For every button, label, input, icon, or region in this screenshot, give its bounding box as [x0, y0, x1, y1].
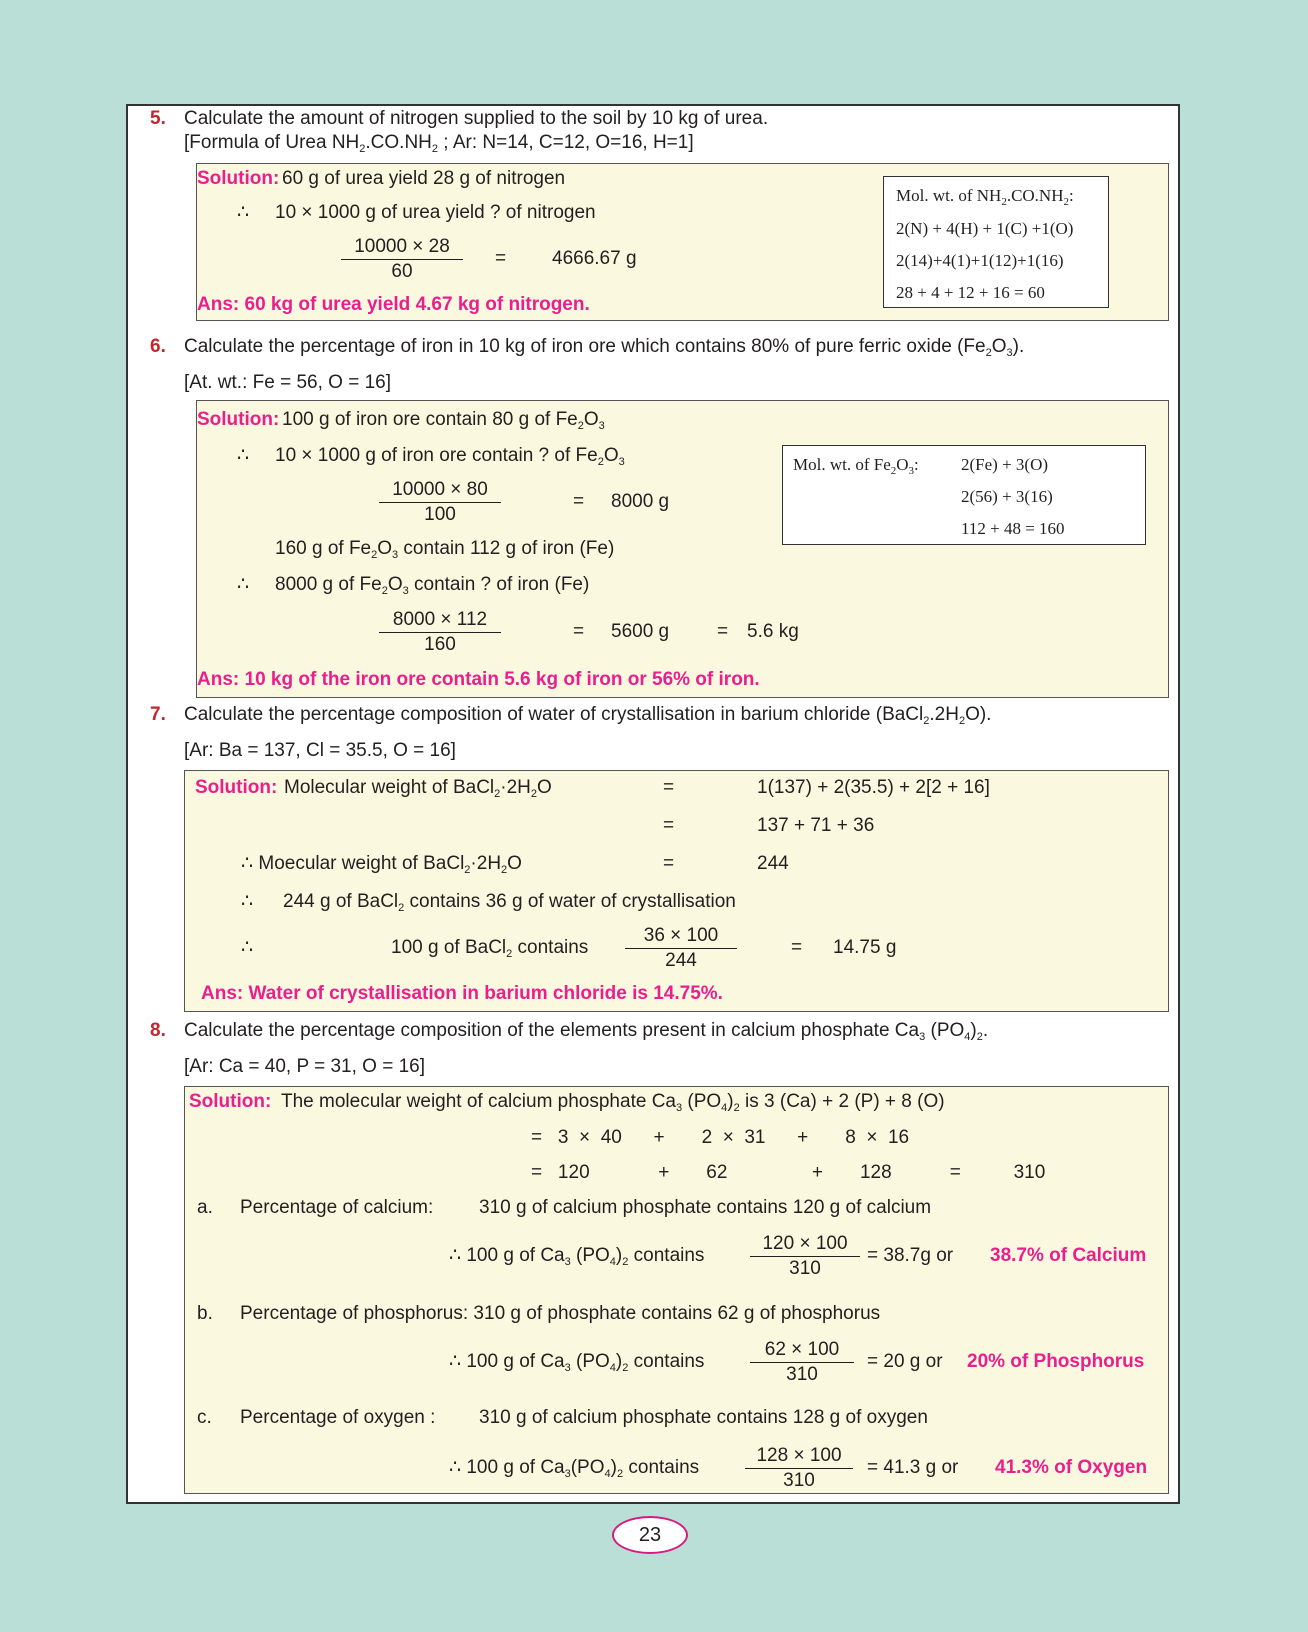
- q5-sol-line1: 60 g of urea yield 28 g of nitrogen: [282, 168, 566, 189]
- q8-a-line: ∴ 100 g of $Ca_3$ $(PO_4)_2$ contains: [449, 1245, 705, 1268]
- q7-text: Calculate the percentage composition of water of crystallisation in barium chloride $(BaCl_2.2H_2O)$.: [184, 704, 992, 727]
- q8-ar: [Ar: Ca = 40, P = 31, O = 16]: [184, 1056, 425, 1077]
- q8-solution-box: [184, 1086, 1169, 1494]
- q8-b-text: Percentage of phosphorus: 310 g of phosphate contains 62 g of phosphorus: [240, 1303, 881, 1324]
- q6-molwt-box: [782, 445, 1146, 545]
- q7-row3: 244: [757, 853, 789, 874]
- q8-b-line: ∴ 100 g of $Ca_3$ $(PO_4)_2$ contains: [449, 1351, 705, 1374]
- solution-label: Solution:: [197, 409, 280, 430]
- q8-a-label: a.: [197, 1197, 213, 1218]
- equals: =: [495, 248, 507, 269]
- q8-c-label: c.: [197, 1407, 212, 1428]
- q8-mw-line: The molecular weight of calcium phosphate $Ca_3$ $(PO_4)_2$ is 3 (Ca) + 2 (P) + 8 (O): [281, 1091, 945, 1114]
- q8-a-text: Percentage of calcium:: [240, 1197, 434, 1218]
- q6-result-2: 5600 g: [611, 621, 670, 642]
- q6-result-3: 5.6 kg: [747, 621, 799, 642]
- q6-text: Calculate the percentage of iron in 10 kg of iron ore which contains 80% of pure ferric oxide $(Fe_2O_3)$.: [184, 336, 1025, 359]
- q6-result-1: 8000 g: [611, 491, 670, 512]
- q7-result: 14.75 g: [833, 937, 897, 958]
- q6-sol-line3: 160 g of $Fe_2O_3$ contain 112 g of iron (Fe): [275, 538, 615, 561]
- q5-text: Calculate the amount of nitrogen supplied to the soil by 10 kg of urea.: [184, 108, 769, 129]
- q5-answer: Ans: 60 kg of urea yield 4.67 kg of nitrogen.: [197, 294, 590, 315]
- q5-mw-row2: 2(N) + 4(H) + 1(C) +1(O): [896, 219, 1074, 238]
- q7-line5: 100 g of BaCl$_2$ contains: [391, 937, 589, 960]
- q5-fraction: $\frac{10000 \times 28}{60}$: [341, 236, 463, 283]
- q8-c-highlight: 41.3% of Oxygen: [995, 1457, 1148, 1478]
- q8-c-result: = 41.3 g or: [867, 1457, 959, 1478]
- page-number: 23: [612, 1516, 688, 1554]
- q6-mw-title: Mol. wt. of $Fe_2O_3$:: [793, 455, 919, 477]
- solution-label: Solution:: [189, 1091, 272, 1112]
- equals: =: [791, 937, 803, 958]
- therefore-symbol: ∴: [237, 202, 250, 223]
- q8-c-line: ∴ 100 g of $Ca_3(PO_4)_2$ contains: [449, 1457, 700, 1480]
- therefore-symbol: ∴: [237, 574, 250, 595]
- q6-fraction-2: $\frac{8000 \times 112}{160}$: [379, 609, 501, 656]
- question-number-7: 7.: [150, 704, 166, 725]
- question-number-5: 5.: [150, 108, 166, 129]
- equals: =: [663, 853, 675, 874]
- q5-molwt-box: [883, 176, 1109, 308]
- q6-sol-line2: 10 × 1000 g of iron ore contain ? of $Fe_2O_3$: [275, 445, 625, 468]
- q8-a-rest: 310 g of calcium phosphate contains 120 g of calcium: [479, 1197, 932, 1218]
- q8-row2: = 120 + 62 + 128 = 310: [531, 1162, 1046, 1183]
- q8-text: Calculate the percentage composition of the elements present in calcium phosphate $Ca_3$ $(PO_4)_2$.: [184, 1020, 989, 1043]
- q6-sol-line1: 100 g of iron ore contain 80 g of $Fe_2O_3$: [282, 409, 605, 432]
- equals: =: [717, 621, 729, 642]
- equals: =: [573, 621, 585, 642]
- q6-atwt: [At. wt.: Fe = 56, O = 16]: [184, 372, 391, 393]
- therefore-symbol: ∴: [241, 937, 254, 958]
- q6-mw-row1: 2(Fe) + 3(O): [961, 455, 1049, 474]
- q7-mw-label: Molecular weight of $BaCl_2\cdot 2H_2O$: [284, 777, 552, 800]
- q6-answer: Ans: 10 kg of the iron ore contain 5.6 kg of iron or 56% of iron.: [197, 669, 760, 690]
- therefore-symbol: ∴: [241, 891, 254, 912]
- q7-row2: 137 + 71 + 36: [757, 815, 875, 836]
- q5-sol-line2: 10 × 1000 g of urea yield ? of nitrogen: [275, 202, 596, 223]
- therefore-symbol: ∴: [237, 445, 250, 466]
- q6-fraction-1: $\frac{10000 \times 80}{100}$: [379, 479, 501, 526]
- q7-line4: 244 g of BaCl$_2$ contains 36 g of water of crystallisation: [283, 891, 736, 914]
- q8-b-result: = 20 g or: [867, 1351, 943, 1372]
- q8-b-label: b.: [197, 1303, 213, 1324]
- question-number-8: 8.: [150, 1020, 166, 1041]
- q6-mw-row3: 112 + 48 = 160: [961, 519, 1065, 538]
- solution-label: Solution:: [195, 777, 278, 798]
- q8-row1: = 3 × 40 + 2 × 31 + 8 × 16: [531, 1127, 910, 1148]
- q8-c-rest: 310 g of calcium phosphate contains 128 g of oxygen: [479, 1407, 928, 1428]
- q7-mw-label-2: ∴ Moecular weight of $BaCl_2\cdot 2H_2O$: [241, 853, 522, 876]
- q5-mw-title: Mol. wt. of $NH_2.CO.NH_2$:: [896, 186, 1074, 208]
- equals: =: [663, 815, 675, 836]
- q6-sol-line4: 8000 g of $Fe_2O_3$ contain ? of iron (Fe): [275, 574, 590, 597]
- q8-c-fraction: $\frac{128 \times 100}{310}$: [745, 1445, 853, 1492]
- q5-mw-row3: 2(14)+4(1)+1(12)+1(16): [896, 251, 1064, 270]
- q6-mw-row2: 2(56) + 3(16): [961, 487, 1053, 506]
- equals: =: [663, 777, 675, 798]
- q8-b-fraction: $\frac{62 \times 100}{310}$: [750, 1339, 854, 1386]
- q7-ar: [Ar: Ba = 137, Cl = 35.5, O = 16]: [184, 740, 456, 761]
- q8-a-result: = 38.7g or: [867, 1245, 954, 1266]
- equals: =: [573, 491, 585, 512]
- q7-row1: 1(137) + 2(35.5) + 2[2 + 16]: [757, 777, 990, 798]
- solution-label: Solution:: [197, 168, 280, 189]
- q7-answer: Ans: Water of crystallisation in barium chloride is 14.75%.: [201, 983, 723, 1004]
- q8-c-text: Percentage of oxygen :: [240, 1407, 436, 1428]
- q7-solution-box: [184, 770, 1169, 1012]
- q8-b-highlight: 20% of Phosphorus: [967, 1351, 1145, 1372]
- q5-mw-row4: 28 + 4 + 12 + 16 = 60: [896, 283, 1045, 302]
- q6-solution-box: [196, 400, 1169, 698]
- q7-fraction: $\frac{36 \times 100}{244}$: [625, 925, 737, 972]
- q5-result: 4666.67 g: [552, 248, 637, 269]
- q8-a-fraction: $\frac{120 \times 100}{310}$: [750, 1233, 860, 1280]
- question-number-6: 6.: [150, 336, 166, 357]
- q8-a-highlight: 38.7% of Calcium: [990, 1245, 1147, 1266]
- q5-solution-box: [196, 163, 1169, 321]
- q5-formula: [Formula of Urea $NH_2.CO.NH_2$ ; Ar: N=14, C=12, O=16, H=1]: [184, 132, 694, 155]
